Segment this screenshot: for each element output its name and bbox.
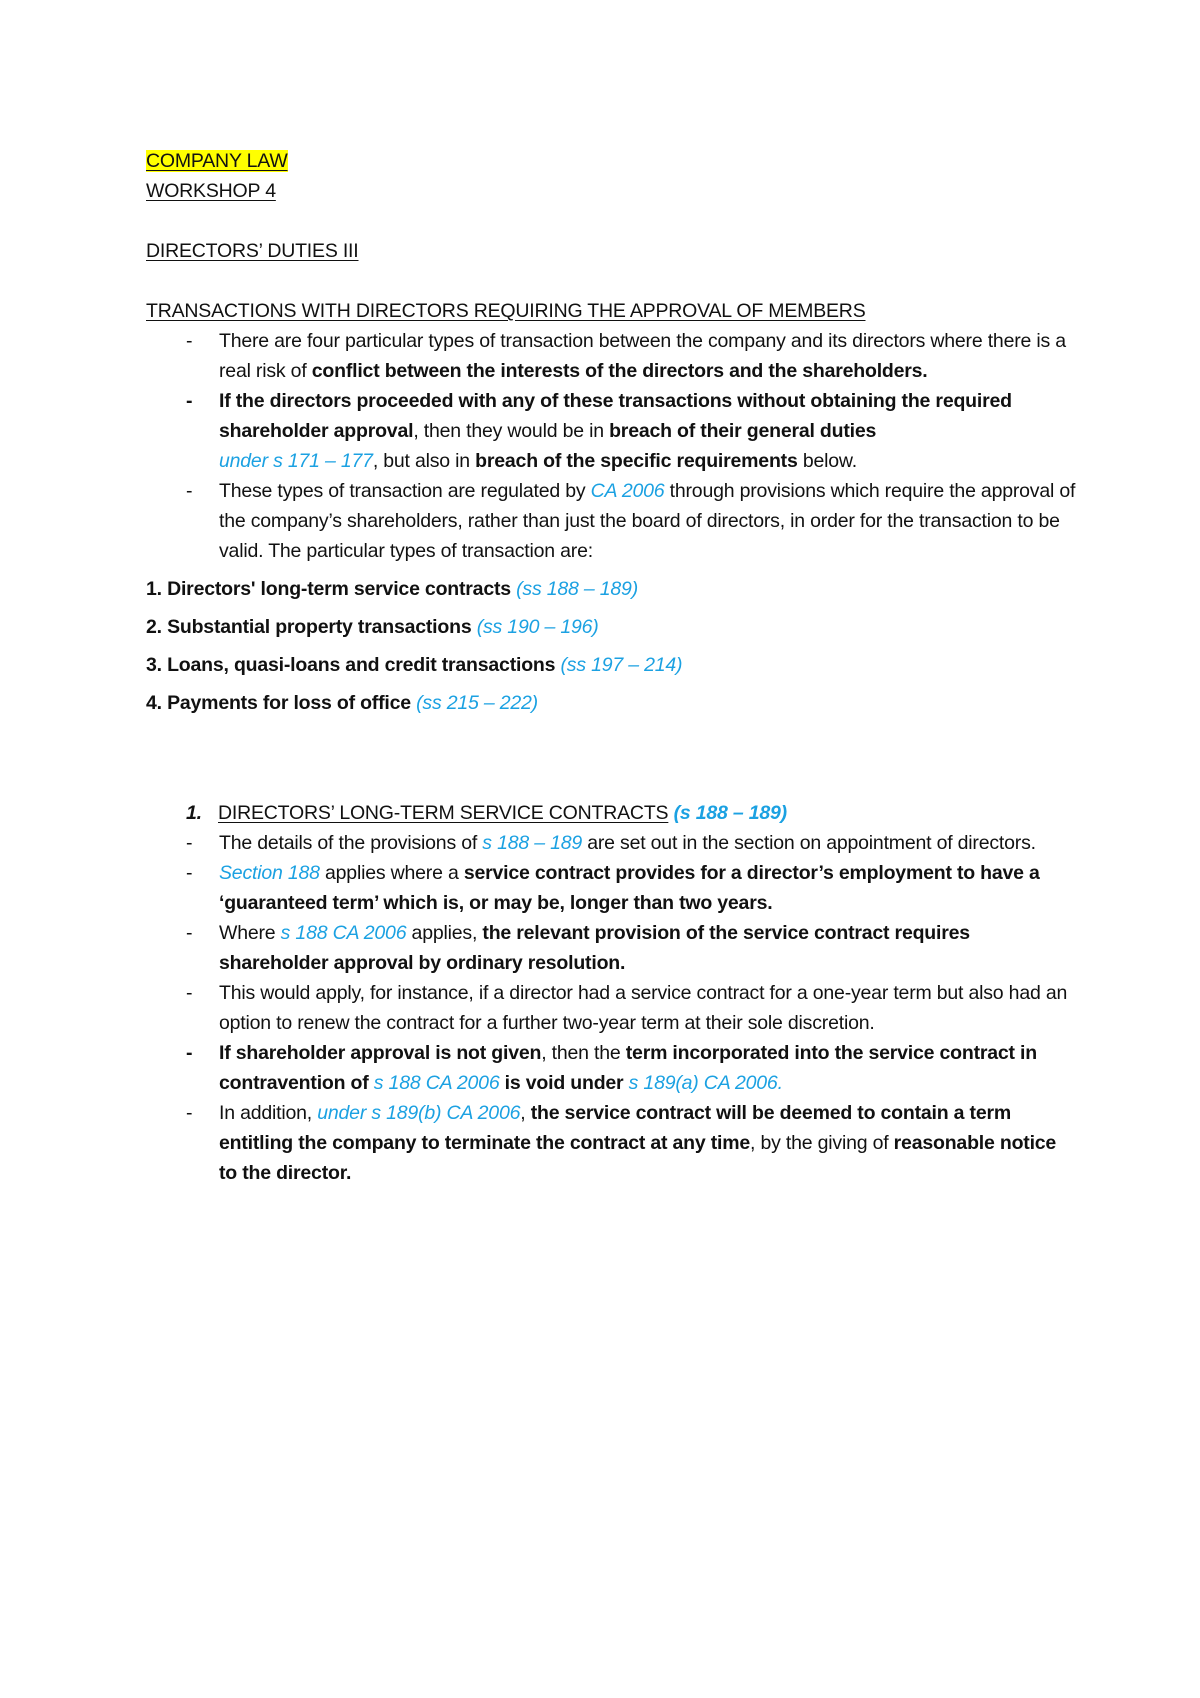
section-1-bullet-2: - Section 188 applies where a service contract provides for a director’s employment to have a ‘guaranteed term’ which is, or may be, longer than two years. [146,858,1076,918]
section-1-bullet-4: - This would apply, for instance, if a director had a service contract for a one-year term but also had an option to renew the contract for a further two-year term at their sole discretion. [146,978,1076,1038]
transaction-type-4: 4. Payments for loss of office (ss 215 – 222) [146,692,538,714]
transaction-type-3: 3. Loans, quasi-loans and credit transactions (ss 197 – 214) [146,654,683,676]
document-body [146,146,1076,1188]
intro-bullets [146,326,1076,566]
transaction-type-1: 1. Directors' long-term service contracts (ss 188 – 189) [146,578,638,600]
section-1-bullets [146,828,1076,1188]
citation: under s 171 – 177 [219,450,373,472]
section-1-heading: 1. DIRECTORS’ LONG-TERM SERVICE CONTRACTS (s 188 – 189) [186,802,787,824]
intro-bullet-3: - These types of transaction are regulated by CA 2006 through provisions which require the approval of the company’s shareholders, rather than just the board of directors, in order for the transaction to be valid. The particular types of transaction are: [146,476,1076,566]
course-title-text: COMPANY LAW [146,150,288,172]
section-1-bullet-3: - Where s 188 CA 2006 applies, the relevant provision of the service contract requires shareholder approval by ordinary resolution. [146,918,1076,978]
section-1-bullet-1: - The details of the provisions of s 188 – 189 are set out in the section on appointment of directors. [146,828,1076,858]
transaction-type-2: 2. Substantial property transactions (ss 190 – 196) [146,616,599,638]
section-1-bullet-5: - If shareholder approval is not given, then the term incorporated into the service contract in contravention of s 188 CA 2006 is void under s 189(a) CA 2006. [146,1038,1076,1098]
course-title [146,146,1076,176]
workshop-title: WORKSHOP 4 [146,180,276,202]
citation: CA 2006 [590,480,665,502]
topic-title: DIRECTORS’ DUTIES III [146,240,359,262]
section-1-bullet-6: - In addition, under s 189(b) CA 2006, the service contract will be deemed to contain a term entitling the company to terminate the contract at any time, by the giving of reasonable notice to the director. [146,1098,1076,1188]
transaction-types-list [146,574,1076,718]
intro-bullet-1: - There are four particular types of transaction between the company and its directors where there is a real risk of conflict between the interests of the directors and the shareholders. [146,326,1076,386]
intro-bullet-2: - If the directors proceeded with any of these transactions without obtaining the required shareholder approval, then they would be in breach of their general duties under s 171 – 177, but also in breach of the specific requirements below. [146,386,1076,476]
section-heading: TRANSACTIONS WITH DIRECTORS REQUIRING THE APPROVAL OF MEMBERS [146,300,866,322]
